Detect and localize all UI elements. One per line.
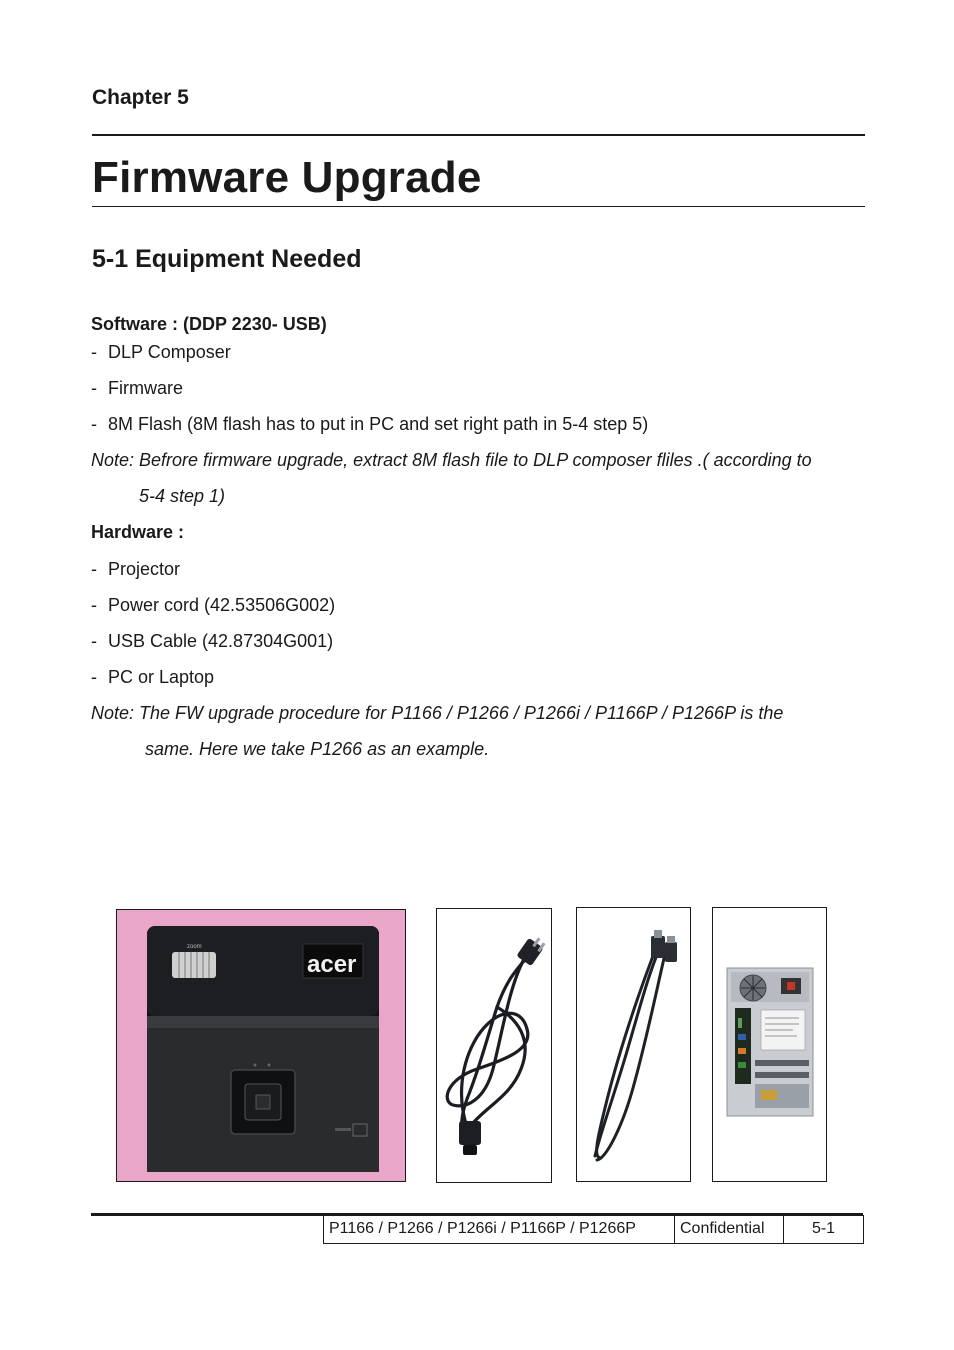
- software-heading: Software : (DDP 2230- USB): [91, 314, 327, 334]
- software-note-line1: Note: Befrore firmware upgrade, extract 8M flash file to DLP composer fliles .( according to: [91, 450, 812, 470]
- list-marker: -: [91, 667, 97, 687]
- list-item-text: PC or Laptop: [108, 667, 215, 687]
- list-item-text: Projector: [108, 559, 181, 579]
- header-rule: [92, 134, 865, 136]
- list-marker: -: [91, 559, 97, 579]
- list-item-text: Firmware: [108, 378, 183, 398]
- footer-table: [323, 1215, 864, 1244]
- list-item-text: 8M Flash (8M flash has to put in PC and set right path in 5-4 step 5): [108, 414, 649, 434]
- acer-logo: acer: [307, 951, 357, 978]
- list-item: [91, 558, 180, 580]
- list-item: [91, 377, 183, 399]
- list-item: [91, 341, 231, 363]
- page-title: Firmware Upgrade: [92, 153, 482, 202]
- chapter-label: Chapter 5: [92, 86, 189, 109]
- footer-confidential: Confidential: [675, 1215, 784, 1243]
- list-item-text: USB Cable (42.87304G001): [108, 631, 334, 651]
- title-rule: [92, 206, 865, 207]
- list-item: [91, 666, 214, 688]
- list-item: [91, 594, 335, 616]
- list-item: [91, 413, 648, 435]
- list-item-text: Power cord (42.53506G002): [108, 595, 336, 615]
- list-marker: -: [91, 631, 97, 651]
- zoom-label: zoom: [187, 944, 202, 950]
- footer-models: P1166 / P1266 / P1266i / P1166P / P1266P: [324, 1215, 675, 1243]
- power-cord-photo: [436, 908, 552, 1183]
- pc-tower-photo: [712, 907, 827, 1182]
- section-heading: 5-1 Equipment Needed: [92, 245, 362, 273]
- projector-photo: [116, 909, 406, 1182]
- software-note-line2: 5-4 step 1): [139, 486, 226, 506]
- list-item: [91, 630, 333, 652]
- hardware-heading: Hardware :: [91, 522, 185, 542]
- list-marker: -: [91, 414, 97, 434]
- list-item-text: DLP Composer: [108, 342, 231, 362]
- list-marker: -: [91, 595, 97, 615]
- usb-cable-photo: [576, 907, 691, 1182]
- page-number: 5-1: [811, 1220, 836, 1237]
- hardware-note-line1: Note: The FW upgrade procedure for P1166 / P1266 / P1266i / P1166P / P1266P is the: [91, 703, 784, 723]
- list-marker: -: [91, 378, 97, 398]
- hardware-note-line2: same. Here we take P1266 as an example.: [145, 739, 490, 759]
- list-marker: -: [91, 342, 97, 362]
